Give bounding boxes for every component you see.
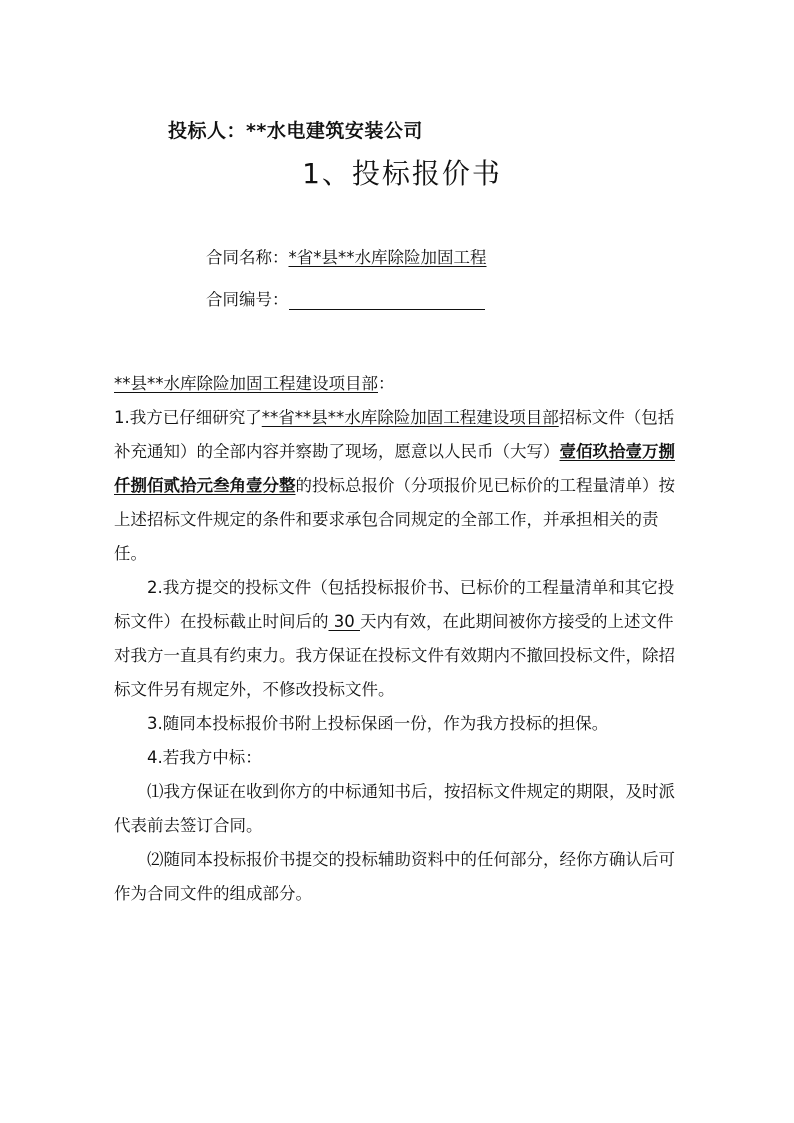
contract-name-value: *省*县**水库除险加固工程: [288, 248, 487, 267]
paragraph-1-intro: 1.我方已仔细研究了: [114, 408, 262, 427]
paragraph-4-1: ⑴我方保证在收到你方的中标通知书后，按招标文件规定的期限，及时派代表前去签订合同。: [114, 782, 675, 835]
letter-body: [114, 367, 686, 911]
salutation: [114, 367, 686, 401]
paragraph-1-middle: 招标文件（包括补充通知）的全部内容并察勘了现场，愿意以人民币（大写）: [114, 408, 675, 461]
paragraph-4-2: ⑵随同本投标报价书提交的投标辅助资料中的任何部分，经你方确认后可作为合同文件的组成部分。: [114, 850, 675, 903]
paragraph-1: [114, 401, 686, 571]
bidder-line: 投标人：**水电建筑安装公司: [168, 120, 423, 142]
contract-number-label: 合同编号：: [206, 290, 289, 309]
document-title: 1、投标报价书: [302, 157, 502, 190]
contract-number-field: [206, 286, 485, 310]
paragraph-2-intro: 2.我方提交的投标文件（包括投标报价书、已标价的工程量清单和其它投标文件）在投标截止时间后的: [114, 578, 675, 631]
paragraph-1-project: **省**县**水库除险加固工程建设项目部: [261, 408, 559, 427]
paragraph-2: [114, 571, 686, 707]
bid-amount: 壹佰玖拾壹万捌仟捌佰贰拾元叁角壹分整: [114, 442, 675, 495]
contract-number-blank: [289, 291, 485, 310]
paragraph-2-end: 天内有效，在此期间被你方接受的上述文件对我方一直具有约束力。我方保证在投标文件有效期内不撤回投标文件，除招标文件另有规定外，不修改投标文件。: [114, 612, 675, 699]
validity-days: 30: [328, 612, 360, 631]
paragraph-3: 3.随同本投标报价书附上投标保函一份，作为我方投标的担保。: [147, 714, 609, 733]
salutation-colon: ：: [378, 374, 395, 393]
contract-name-label: 合同名称：: [206, 248, 289, 267]
contract-name-field: [206, 244, 487, 268]
paragraph-4: 4.若我方中标：: [147, 748, 262, 767]
paragraph-1-end: 的投标总报价（分项报价见已标价的工程量清单）按上述招标文件规定的条件和要求承包合同规定的全部工作，并承担相关的责任。: [114, 476, 675, 563]
salutation-recipient: **县**水库除险加固工程建设项目部: [114, 374, 378, 393]
